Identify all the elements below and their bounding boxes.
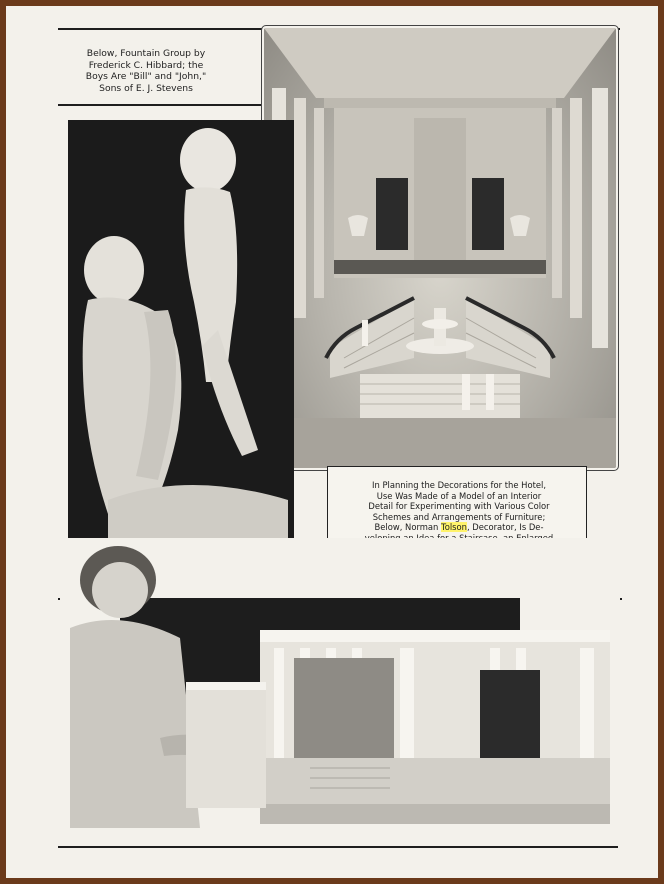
fountain-caption-line: Boys Are "Bill" and "John,": [85, 71, 207, 82]
interior-model-photo: [60, 538, 620, 844]
caption-segment: , Decorator, Is De-: [466, 522, 544, 533]
caption-line: In Planning the Decorations for the Hotel,: [372, 480, 546, 490]
hotel-hall-photo: [262, 26, 618, 470]
rule-top-left: [58, 28, 264, 30]
rule-caption-bottom: [58, 104, 264, 106]
caption-line: Schemes and Arrangements of Furniture;: [372, 511, 546, 522]
caption-line: Detail for Experimenting with Various Color: [368, 501, 550, 512]
highlighted-name: Tolson: [441, 522, 467, 533]
model-illustration: [60, 538, 620, 844]
magazine-page: [6, 6, 658, 878]
caption-segment: Below, Norman: [374, 522, 441, 533]
fountain-caption-line: Frederick C. Hibbard; the: [88, 59, 204, 71]
rule-bottom: [58, 846, 618, 848]
fountain-statue-photo: [68, 120, 294, 596]
caption-line: [336, 522, 582, 533]
fountain-caption: [68, 48, 224, 94]
caption-line: Use Was Made of a Model of an Interior: [376, 490, 542, 501]
fountain-caption-line: Sons of E. J. Stevens: [99, 82, 193, 94]
fountain-caption-line: Below, Fountain Group by: [86, 48, 206, 59]
statue-illustration: [68, 120, 294, 596]
hall-illustration: [264, 28, 616, 468]
